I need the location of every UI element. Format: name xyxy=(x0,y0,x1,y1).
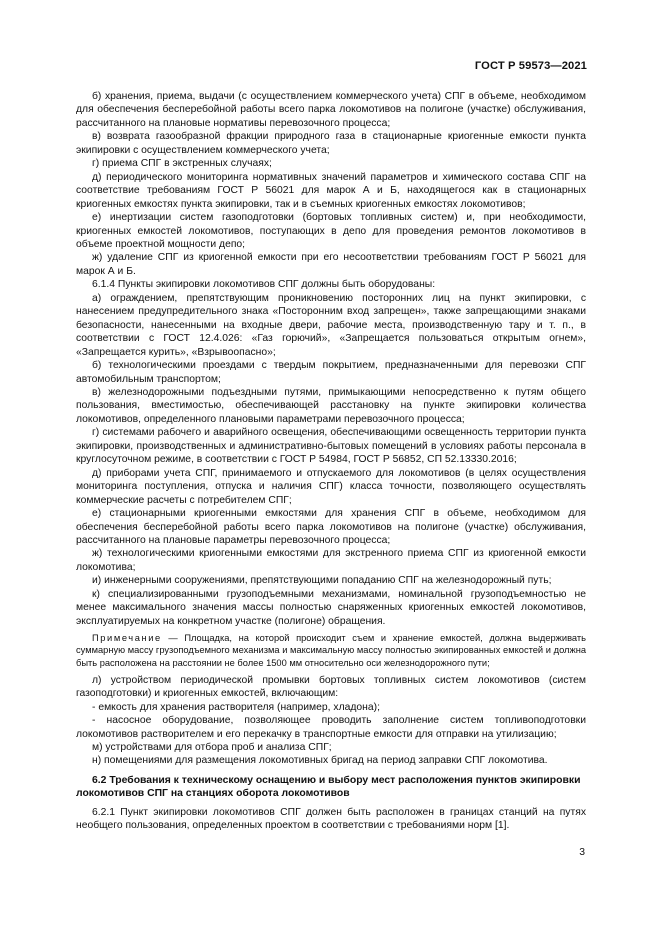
section-heading: 6.2 Требования к техническому оснащению и выбору мест расположения пунктов экипировки локомотивов СПГ на станциях оборота локомотивов xyxy=(76,774,581,800)
list-item: - емкость для хранения растворителя (например, хладона); xyxy=(92,701,380,713)
note xyxy=(76,632,586,669)
list-item: е) стационарными криогенными емкостями для хранения СПГ в объеме, необходимом для обеспечения бесперебойной работы всего парка локомотивов на полигоне (участке) обслуживания, рассчитанного на плановые параметры перевозочного процесса; xyxy=(76,508,586,546)
note-label: Примечание xyxy=(92,633,162,644)
paragraph: в) возврата газообразной фракции природного газа в стационарные криогенные емкости пункта экипировки с осуществлением коммерческого учета; xyxy=(76,131,586,156)
list-item: а) ограждением, препятствующим проникновению посторонних лиц на пункт экипировки, с нанесением предупредительного знака «Посторонним вход запрещен», также запрещающими знаками безопасности, нанесенными на входные двери, рабочие места, производственную тару и т. п., в соответствии с ГОСТ 12.4.026: «Газ горючий», «Запрещается пользоваться открытым огнем», «Запрещается курить», «Взрывоопасно»; xyxy=(76,292,586,358)
list-item: д) приборами учета СПГ, принимаемого и отпускаемого для локомотивов (в целях осуществления мониторинга поступления, отпуска и наличия СПГ) класса точности, позволяющего осуществлять коммерческие расчеты с потребителем СПГ; xyxy=(76,467,586,506)
list-item: б) технологическими проездами с твердым покрытием, предназначенными для перевозки СПГ автомобильным транспортом; xyxy=(76,360,586,385)
paragraph: д) периодического мониторинга нормативных значений параметров и химического состава СПГ на соответствие требованиям ГОСТ Р 56021 для марок А и Б, находящегося как в стационарных криогенных емкостях пункта экипировки, так и в съемных криогенных емкостях локомотивов; xyxy=(76,171,586,210)
list-item: к) специализированными грузоподъемными механизмами, номинальной грузоподъемностью не менее максимального значения массы полностью снаряженных криогенных емкостей локомотивов, эксплуатируемых на конкретном участке (полигоне) обращения. xyxy=(76,588,586,627)
document-id-header: ГОСТ Р 59573—2021 xyxy=(474,60,587,72)
list-item: л) устройством периодической промывки бортовых топливных систем локомотивов (систем газоподготовки) и криогенных емкостей, включающим: xyxy=(76,674,586,700)
list-item: - насосное оборудование, позволяющее проводить заполнение систем топливоподготовки локомотивов растворителем и его перекачку в транспортные емкости для отправки на утилизацию; xyxy=(76,715,586,740)
paragraph: е) инертизации систем газоподготовки (бортовых топливных систем) и, при необходимости, криогенных емкостей локомотивов, поступающих в депо для проведения ремонтов локомотивов в объеме проектной мощности депо; xyxy=(76,212,586,250)
list-item: и) инженерными сооружениями, препятствующими попаданию СПГ на железнодорожный путь; xyxy=(92,575,552,587)
list-item: в) железнодорожными подъездными путями, примыкающими непосредственно к путям общего пользования, вместимостью, обеспечивающей расстановку на пункте экипировки количества локомотивов, определенного плановыми параметрами перевозочного процесса; xyxy=(76,386,586,425)
list-item: ж) технологическими криогенными емкостями для экстренного приема СПГ из криогенной емкости локомотива; xyxy=(76,548,586,573)
document-body xyxy=(76,90,586,833)
paragraph: 6.2.1 Пункт экипировки локомотивов СПГ должен быть расположен в границах станций на путях необщего пользования, определенных проектом в соответствии с требованиями норм [1]. xyxy=(76,806,586,832)
paragraph: ж) удаление СПГ из криогенной емкости при его несоответствии требованиям ГОСТ Р 56021 для марок А и Б. xyxy=(76,252,586,277)
list-item: н) помещениями для размещения локомотивных бригад на период заправки СПГ локомотива. xyxy=(92,755,548,767)
paragraph: г) приема СПГ в экстренных случаях; xyxy=(92,158,272,170)
page-number: 3 xyxy=(579,847,585,858)
note-text: — Площадка, на которой происходит съем и хранение емкостей, должна выдерживать суммарную массу грузоподъемного механизма и максимальную массу полностью экипированных емкостей и должна быть расположена на расстоянии не более 1500 мм относительно оси железнодорожного пути; xyxy=(76,633,586,668)
paragraph: 6.1.4 Пункты экипировки локомотивов СПГ должны быть оборудованы: xyxy=(92,279,436,291)
list-item: м) устройствами для отбора проб и анализа СПГ; xyxy=(92,742,332,753)
paragraph: б) хранения, приема, выдачи (с осуществлением коммерческого учета) СПГ в объеме, необходимом для обеспечения бесперебойной работы всего парка локомотивов на полигоне (участке) обслуживания, рассчитанного на плановые нормативы перевозочного процесса; xyxy=(76,91,586,129)
list-item: г) системами рабочего и аварийного освещения, обеспечивающими освещенность территории пункта экипировки, производственных и административно-бытовых помещений в условиях работы персонала в круглосуточном режиме, в соответствии с ГОСТ Р 54984, ГОСТ Р 56852, СП 52.13330.2016; xyxy=(76,427,586,466)
